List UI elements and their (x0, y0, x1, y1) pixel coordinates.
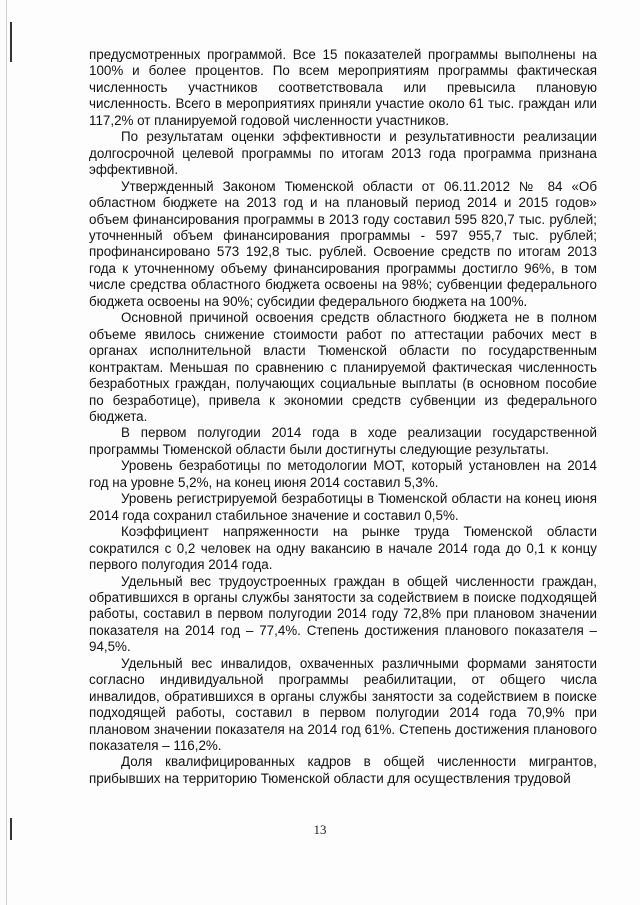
scan-edge (6, 0, 7, 905)
paragraph-employed-share: Удельный вес трудоустроенных граждан в общей численности граждан, обратившихся в органы службы занятости за содействием в поиске подходящей работы, составил в первом полугодии 2014 году 72,8% при плановом значении показателя на 2014 год – 77,4%. Степень достижения планового показателя – 94,5%. (89, 573, 597, 655)
paragraph-first-half-2014-intro: В первом полугодии 2014 года в ходе реализации государственной программы Тюменской области были достигнуты следующие результаты. (89, 425, 597, 457)
document-body (89, 47, 597, 787)
scan-mark-top (10, 22, 12, 62)
paragraph-continuation: предусмотренных программой. Все 15 показателей программы выполнены на 100% и более процентов. По всем мероприятиям программы фактическая численность участников соответствовала или превысила плановую численность. Всего в мероприятиях приняли участие около 61 тыс. граждан или 117,2% от планируемой годовой численности участников. (89, 47, 597, 128)
paragraph-migrants-qualified: Доля квалифицированных кадров в общей численности мигрантов, прибывших на территорию Тюменской области для осуществления трудовой (89, 754, 597, 786)
paragraph-registered-unemployment: Уровень регистрируемой безработицы в Тюменской области на конец июня 2014 года сохранил стабильное значение и составил 0,5%. (89, 491, 597, 523)
paragraph-labor-tension: Коэффициент напряженности на рынке труда Тюменской области сократился с 0,2 человек на одну вакансию в начале 2014 года до 0,1 к концу первого полугодия 2014 года. (89, 524, 597, 573)
paragraph-ilo-unemployment: Уровень безработицы по методологии МОТ, который установлен на 2014 год на уровне 5,2%, на конец июня 2014 составил 5,3%. (89, 458, 597, 490)
paragraph-underspending-reason: Основной причиной освоения средств областного бюджета не в полном объеме явилось снижение стоимости работ по аттестации рабочих мест в органах исполнительной власти Тюменской области по государственным контрактам. Меньшая по сравнению с планируемой фактическая численность безработных граждан, получающих социальные выплаты (в основном пособие по безработице), привела к экономии средств субвенции из федерального бюджета. (89, 310, 597, 424)
page-number: 13 (313, 822, 327, 837)
paragraph-evaluation-result: По результатам оценки эффективности и результативности реализации долгосрочной целевой программы по итогам 2013 года программа признана эффективной. (89, 129, 597, 178)
paragraph-budget-funding: Утвержденный Законом Тюменской области от 06.11.2012 № 84 «Об областном бюджете на 2013 год и на плановый период 2014 и 2015 годов» объем финансирования программы в 2013 году составил 595 820,7 тыс. рублей; уточненный объем финансирования программы - 597 955,7 тыс. рублей; профинансировано 573 192,8 тыс. рублей. Освоение средств по итогам 2013 года к уточненному объему финансирования программы достигло 96%, в том числе средства областного бюджета освоены на 98%; субвенции федерального бюджета освоены на 90%; субсидии федерального бюджета на 100%. (89, 178, 597, 309)
paragraph-disabled-employment: Удельный вес инвалидов, охваченных различными формами занятости согласно индивидуальной программы реабилитации, от общего числа инвалидов, обратившихся в органы службы занятости за содействием в поиске подходящей работы, составил в первом полугодии 2014 года 70,9% при плановом значении показателя на 2014 год 61%. Степень достижения планового показателя – 116,2%. (89, 655, 597, 754)
